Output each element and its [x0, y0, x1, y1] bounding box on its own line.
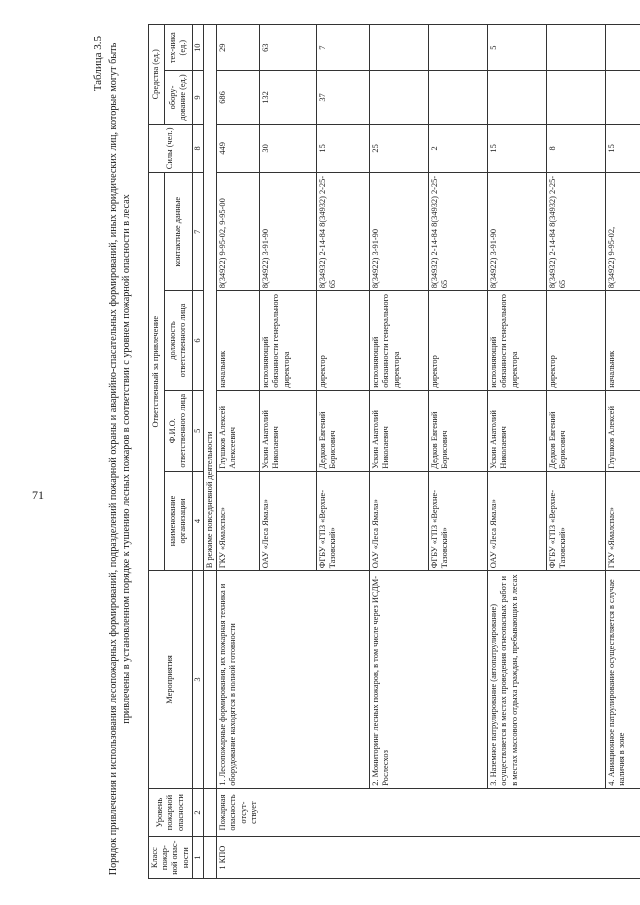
table-row	[488, 25, 547, 879]
fio-cell: Глушков Алексей	[606, 390, 640, 471]
contact-cell: 8(34922) 9-95-02, 9-95-00	[217, 173, 260, 291]
table-row	[606, 25, 640, 879]
org-cell: ФГБУ «ГПЗ «Верхне-Тазовский»	[429, 471, 488, 571]
col-number: 6	[192, 291, 203, 391]
sily-cell: 30	[260, 124, 317, 173]
mode-label: В режиме повседневной деятельности	[204, 25, 217, 571]
col-number: 3	[192, 571, 203, 789]
org-cell: ФГБУ «ГПЗ «Верхне-Тазовский»	[317, 471, 370, 571]
col-number: 4	[192, 471, 203, 571]
col-number: 2	[192, 788, 203, 837]
org-cell: ОАУ «Леса Ямала»	[370, 471, 429, 571]
post-cell: директор	[547, 291, 606, 391]
post-cell: исполняющий обязанности генерального директора	[488, 291, 547, 391]
header-sily: Силы (чел.)	[149, 124, 193, 173]
page-number: 71	[32, 488, 44, 502]
measure-cell: 4. Авиационное патрулирование осуществляется в случае наличия в зоне	[606, 571, 640, 789]
fio-cell: Ускин Анатолий Николаевич	[488, 390, 547, 471]
contact-cell: 8(34922) 9-95-02,	[606, 173, 640, 291]
oborud-cell	[488, 71, 547, 124]
uroven-cell: Пожарная опасность отсут-ствует	[217, 788, 640, 837]
sily-cell: 449	[217, 124, 260, 173]
col-number: 7	[192, 173, 203, 291]
fire-response-table	[148, 24, 640, 879]
org-cell: ГКУ «Ямалспас»	[217, 471, 260, 571]
sily-cell: 15	[488, 124, 547, 173]
klass-cell: 1 КПО	[217, 837, 640, 879]
tehnika-cell	[547, 25, 606, 71]
col-number: 1	[192, 837, 203, 879]
sily-cell: 8	[547, 124, 606, 173]
table-caption: Порядок привлечения и использования лесопожарных формирований, подразделений пожарной охраны и аварийно-спасательных формирований, иных юридических лиц, которые могут быть привлечены в установленном порядке к тушению лесных пожаров в соответствии с уровнем пожарной опасности в лесах	[108, 42, 132, 876]
post-cell: начальник	[217, 291, 260, 391]
header-kontakt: контактные данные	[164, 173, 192, 291]
tehnika-cell: 5	[488, 25, 547, 71]
tehnika-cell	[429, 25, 488, 71]
post-cell: начальник	[606, 291, 640, 391]
org-cell: ОАУ «Леса Ямала»	[260, 471, 317, 571]
oborud-cell	[429, 71, 488, 124]
header-tehnika: тех-ника (ед.)	[164, 25, 192, 71]
fio-cell: Дедков Евгений Борисович	[317, 390, 370, 471]
table-row	[370, 25, 429, 879]
contact-cell: 8(34922) 3-91-90	[260, 173, 317, 291]
tehnika-cell: 63	[260, 25, 317, 71]
oborud-cell: 37	[317, 71, 370, 124]
sily-cell: 15	[317, 124, 370, 173]
post-cell: исполняющий обязанности генерального директора	[370, 291, 429, 391]
table-header	[149, 25, 193, 879]
org-cell: ГКУ «Ямалспас»	[606, 471, 640, 571]
tehnika-cell: 29	[217, 25, 260, 71]
fio-cell: Дедков Евгений Борисович	[547, 390, 606, 471]
measure-cell: 3. Наземное патрулирование (автопатрулирование) осуществляется в местах проведения огнеопасных работ и в местах массового отдыха граждан, пребывающих в лесах	[488, 571, 606, 789]
sily-cell: 15	[606, 124, 640, 173]
header-otvetstvenny: Ответственный за привлечение	[149, 173, 165, 571]
col-number: 5	[192, 390, 203, 471]
column-number-row	[192, 25, 203, 879]
fio-cell: Ускин Анатолий Николаевич	[370, 390, 429, 471]
header-uroven: Уровень пожарной опасности	[149, 788, 193, 837]
post-cell: директор	[317, 291, 370, 391]
fio-cell: Ускин Анатолий Николаевич	[260, 390, 317, 471]
contact-cell: 8(34922) 3-91-90	[488, 173, 547, 291]
sily-cell: 2	[429, 124, 488, 173]
col-number: 8	[192, 124, 203, 173]
header-dolzhnost: должность ответственного лица	[164, 291, 192, 391]
col-number: 9	[192, 71, 203, 124]
mode-row	[204, 25, 217, 879]
tehnika-cell	[370, 25, 429, 71]
oborud-cell: 686	[217, 71, 260, 124]
col-number: 10	[192, 25, 203, 71]
header-sredstva: Средства (ед.)	[149, 25, 165, 125]
contact-cell: 8(34932) 2-14-84 8(34932) 2-25-65	[547, 173, 606, 291]
oborud-cell	[547, 71, 606, 124]
post-cell: директор	[429, 291, 488, 391]
measure-cell: 1. Лесопожарные формирования, их пожарная техника и оборудование находятся в полной готовности	[217, 571, 370, 789]
oborud-cell	[606, 71, 640, 124]
header-meropriyatiya: Мероприятия	[149, 571, 193, 789]
org-cell: ФГБУ «ГПЗ «Верхне-Тазовский»	[547, 471, 606, 571]
table-row	[217, 25, 260, 879]
table-number: Таблица 3.5	[92, 36, 104, 92]
header-oborud: обору-дование (ед.)	[164, 71, 192, 124]
oborud-cell	[370, 71, 429, 124]
fio-cell: Дедков Евгений Борисович	[429, 390, 488, 471]
oborud-cell: 132	[260, 71, 317, 124]
contact-cell: 8(34922) 3-91-90	[370, 173, 429, 291]
measure-cell: 2. Мониторинг лесных пожаров, в том числе через ИСДМ-Рослесхоз	[370, 571, 488, 789]
header-naimenovanie: наименование организации	[164, 471, 192, 571]
header-klass: Класс пожар-ной опас-ности	[149, 837, 193, 879]
tehnika-cell: 7	[317, 25, 370, 71]
fio-cell: Глушков Алексей Алексеевич	[217, 390, 260, 471]
contact-cell: 8(34932) 2-14-84 8(34932) 2-25-65	[317, 173, 370, 291]
post-cell: исполняющий обязанности генерального директора	[260, 291, 317, 391]
sily-cell: 25	[370, 124, 429, 173]
tehnika-cell	[606, 25, 640, 71]
org-cell: ОАУ «Леса Ямала»	[488, 471, 547, 571]
header-fio: Ф.И.О. ответственного лица	[164, 390, 192, 471]
contact-cell: 8(34932) 2-14-84 8(34932) 2-25-65	[429, 173, 488, 291]
